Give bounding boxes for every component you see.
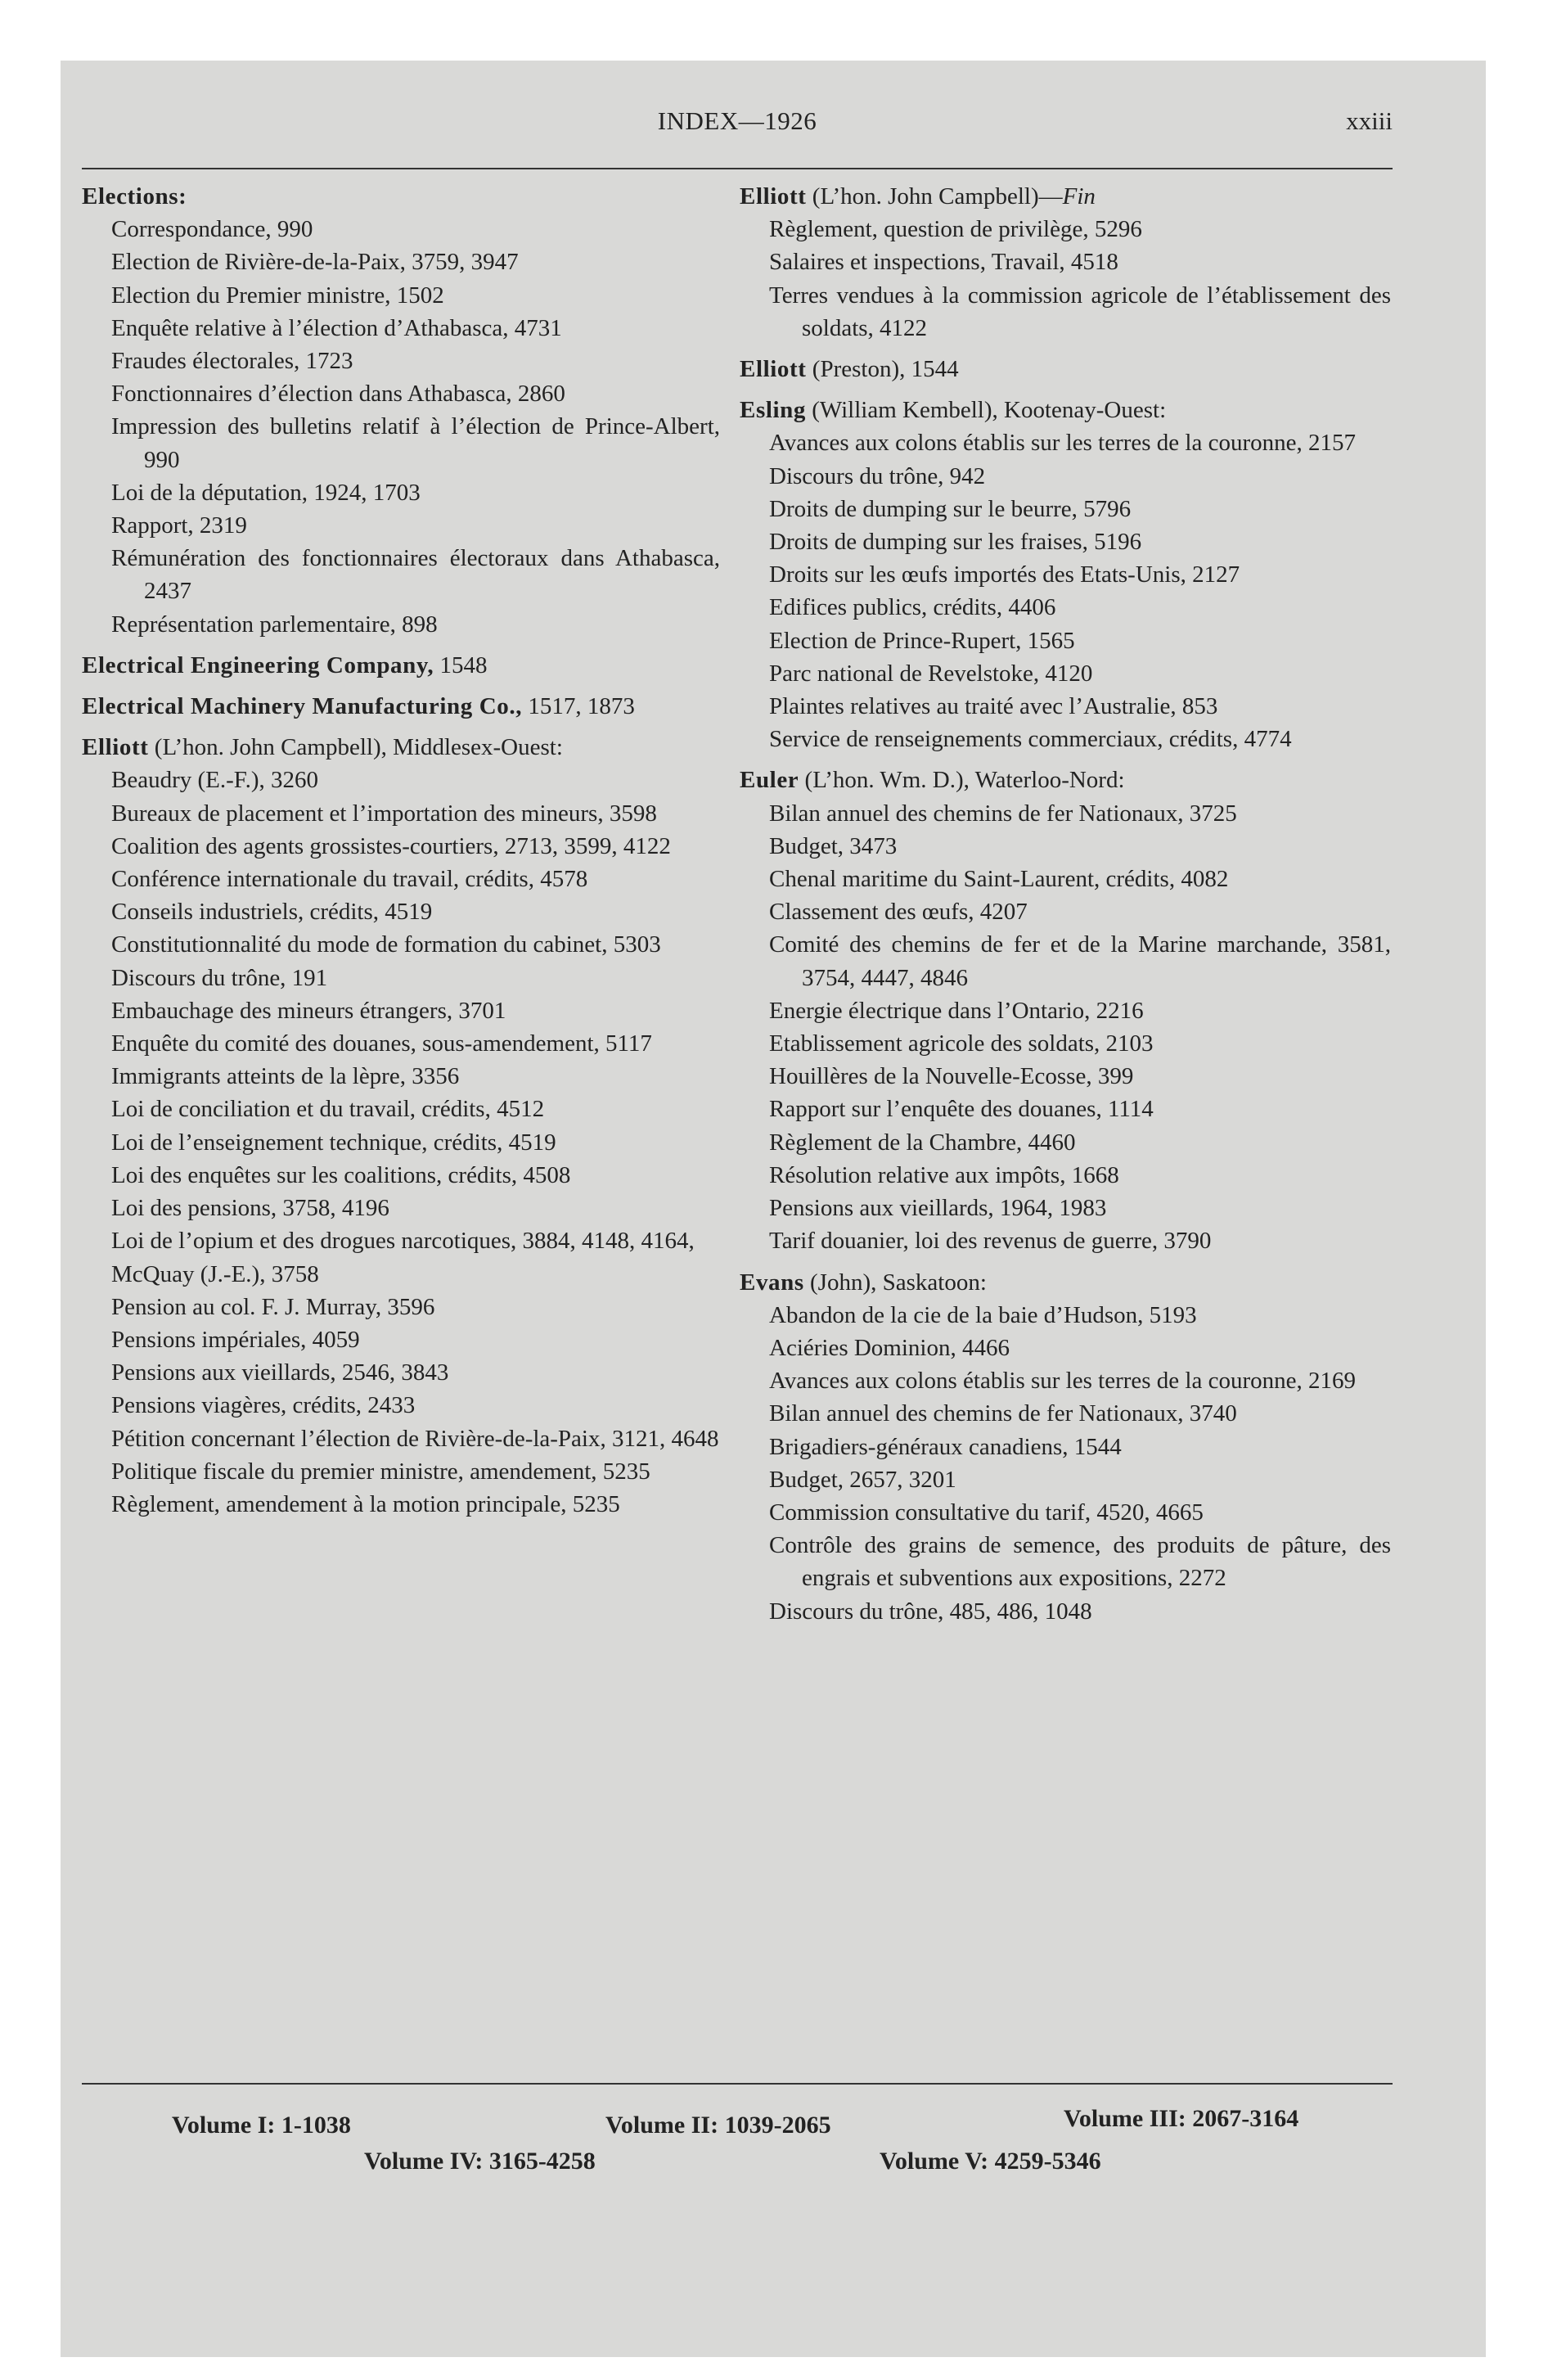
header-rule [82, 168, 1393, 169]
right-column [740, 180, 1391, 1628]
index-subentry: Fraudes électorales, 1723 [111, 348, 353, 375]
index-subentry: Avances aux colons établis sur les terres de la couronne, 2169 [769, 1368, 1356, 1395]
index-subentry: Service de renseignements commerciaux, crédits, 4774 [769, 726, 1292, 753]
heading-keyword: Elliott [740, 356, 807, 383]
index-subentry: Pétition concernant l’élection de Rivière-de-la-Paix, 3121, 4648 [111, 1425, 719, 1452]
index-subentry: Loi des enquêtes sur les coalitions, crédits, 4508 [111, 1161, 571, 1188]
index-heading [82, 649, 720, 682]
header-title: INDEX—1926 [657, 106, 817, 135]
index-subentry: Discours du trône, 191 [111, 964, 328, 991]
index-subentry: Commission consultative du tarif, 4520, 4665 [769, 1499, 1204, 1526]
index-subentry: Enquête du comité des douanes, sous-amendement, 5117 [111, 1030, 652, 1057]
index-subentry: Bilan annuel des chemins de fer Nationaux, 3725 [769, 800, 1237, 827]
index-subentry: Abandon de la cie de la baie d’Hudson, 5193 [769, 1301, 1197, 1328]
index-subentry: Brigadiers-généraux canadiens, 1544 [769, 1433, 1122, 1460]
heading-detail: (John), Saskatoon: [803, 1269, 987, 1296]
heading-detail: 1517, 1873 [522, 693, 635, 720]
index-subentry: Election de Rivière-de-la-Paix, 3759, 3947 [111, 249, 519, 276]
heading-keyword: Esling [740, 397, 806, 424]
index-subentry: Energie électrique dans l’Ontario, 2216 [769, 997, 1144, 1024]
index-subentry: Chenal maritime du Saint-Laurent, crédits, 4082 [769, 866, 1229, 893]
index-subentry: Enquête relative à l’élection d’Athabasca, 4731 [111, 314, 562, 341]
heading-detail: (L’hon. John Campbell), Middlesex-Ouest: [148, 734, 563, 761]
index-subentry: Conseils industriels, crédits, 4519 [111, 899, 433, 926]
index-subentry: Terres vendues à la commission agricole de l’établissement des soldats, 4122 [769, 282, 1391, 341]
index-subentry: Pensions viagères, crédits, 2433 [111, 1392, 416, 1419]
index-heading [82, 731, 720, 764]
index-subentry: Parc national de Revelstoke, 4120 [769, 660, 1093, 687]
index-subentry: Budget, 2657, 3201 [769, 1466, 956, 1493]
index-subentry: Rapport sur l’enquête des douanes, 1114 [769, 1096, 1154, 1123]
index-subentry: Classement des œufs, 4207 [769, 899, 1028, 926]
heading-continued: Fin [1062, 183, 1096, 210]
heading-detail: 1548 [434, 651, 488, 678]
index-subentry: Coalition des agents grossistes-courtiers, 2713, 3599, 4122 [111, 832, 671, 859]
index-subentry: Houillères de la Nouvelle-Ecosse, 399 [769, 1063, 1134, 1090]
index-subentry: McQuay (J.-E.), 3758 [111, 1260, 319, 1287]
heading-detail: (William Kembell), Kootenay-Ouest: [805, 397, 1167, 424]
index-subentry: Loi des pensions, 3758, 4196 [111, 1195, 389, 1222]
index-subentry: Etablissement agricole des soldats, 2103 [769, 1030, 1154, 1057]
volume-4-range: Volume IV: 3165-4258 [364, 2148, 596, 2175]
index-subentry: Beaudry (E.-F.), 3260 [111, 767, 318, 794]
index-subentry: Immigrants atteints de la lèpre, 3356 [111, 1063, 460, 1090]
index-subentry: Bureaux de placement et l’importation des mineurs, 3598 [111, 800, 657, 827]
index-subentry: Loi de l’enseignement technique, crédits, 4519 [111, 1129, 556, 1156]
left-column [82, 180, 720, 1521]
index-heading [82, 180, 720, 213]
index-subentry: Budget, 3473 [769, 832, 898, 859]
index-heading [740, 353, 1391, 385]
index-subentry: Contrôle des grains de semence, des produits de pâture, des engrais et subventions aux expositions, 2272 [769, 1532, 1391, 1592]
index-heading [740, 180, 1391, 213]
index-subentry: Pension au col. F. J. Murray, 3596 [111, 1293, 435, 1320]
index-subentry: Election du Premier ministre, 1502 [111, 282, 444, 309]
index-subentry: Avances aux colons établis sur les terres de la couronne, 2157 [769, 430, 1356, 457]
heading-keyword: Elliott [740, 183, 807, 210]
index-subentry: Loi de la députation, 1924, 1703 [111, 479, 421, 506]
index-subentry: Plaintes relatives au traité avec l’Australie, 853 [769, 693, 1218, 720]
index-subentry: Discours du trône, 485, 486, 1048 [769, 1598, 1092, 1625]
volume-5-range: Volume V: 4259-5346 [880, 2148, 1101, 2175]
index-subentry: Discours du trône, 942 [769, 462, 986, 489]
index-subentry: Bilan annuel des chemins de fer Nationaux, 3740 [769, 1400, 1237, 1427]
index-subentry: Aciéries Dominion, 4466 [769, 1334, 1010, 1361]
index-heading [82, 690, 720, 723]
volume-footer [82, 2105, 1393, 2202]
index-subentry: Embauchage des mineurs étrangers, 3701 [111, 997, 506, 1024]
page-number: xxiii [1346, 106, 1393, 135]
page-header [82, 106, 1393, 147]
index-subentry: Droits sur les œufs importés des Etats-Unis, 2127 [769, 561, 1240, 588]
heading-keyword: Elliott [82, 734, 149, 761]
index-subentry: Politique fiscale du premier ministre, amendement, 5235 [111, 1458, 650, 1485]
index-subentry: Comité des chemins de fer et de la Marine marchande, 3581, 3754, 4447, 4846 [769, 931, 1391, 991]
heading-keyword: Electrical Engineering Company, [82, 651, 434, 678]
index-subentry: Election de Prince-Rupert, 1565 [769, 627, 1075, 654]
index-heading [740, 764, 1391, 796]
index-subentry: Loi de l’opium et des drogues narcotiques, 3884, 4148, 4164, [111, 1228, 695, 1255]
heading-keyword: Evans [740, 1269, 804, 1296]
index-subentry: Pensions aux vieillards, 2546, 3843 [111, 1359, 449, 1386]
index-subentry: Salaires et inspections, Travail, 4518 [769, 249, 1118, 276]
volume-3-range: Volume III: 2067-3164 [1064, 2105, 1299, 2132]
index-subentry: Pensions aux vieillards, 1964, 1983 [769, 1195, 1107, 1222]
heading-keyword: Electrical Machinery Manufacturing Co., [82, 693, 523, 720]
index-heading [740, 1266, 1391, 1299]
index-subentry: Représentation parlementaire, 898 [111, 611, 438, 638]
heading-detail: (Preston), 1544 [806, 356, 959, 383]
index-subentry: Constitutionnalité du mode de formation du cabinet, 5303 [111, 931, 661, 958]
index-subentry: Droits de dumping sur le beurre, 5796 [769, 495, 1132, 522]
index-subentry: Règlement de la Chambre, 4460 [769, 1129, 1076, 1156]
index-subentry: Droits de dumping sur les fraises, 5196 [769, 529, 1142, 556]
index-subentry: Règlement, amendement à la motion principale, 5235 [111, 1490, 620, 1517]
index-subentry: Fonctionnaires d’élection dans Athabasca, 2860 [111, 381, 565, 408]
index-subentry: Pensions impériales, 4059 [111, 1326, 360, 1353]
index-subentry: Edifices publics, crédits, 4406 [769, 594, 1056, 621]
footer-rule [82, 2083, 1393, 2085]
heading-detail: (L’hon. John Campbell)— [806, 183, 1063, 210]
index-subentry: Rapport, 2319 [111, 512, 247, 539]
volume-2-range: Volume II: 1039-2065 [605, 2112, 831, 2139]
volume-1-range: Volume I: 1-1038 [172, 2112, 351, 2139]
heading-keyword: Euler [740, 767, 799, 794]
index-subentry: Impression des bulletins relatif à l’élection de Prince-Albert, 990 [111, 413, 720, 473]
index-subentry: Règlement, question de privilège, 5296 [769, 216, 1142, 243]
index-subentry: Loi de conciliation et du travail, crédits, 4512 [111, 1096, 545, 1123]
index-subentry: Rémunération des fonctionnaires électoraux dans Athabasca, 2437 [111, 545, 720, 605]
heading-detail: (L’hon. Wm. D.), Waterloo-Nord: [799, 767, 1125, 794]
index-subentry: Correspondance, 990 [111, 216, 313, 243]
index-heading [740, 394, 1391, 426]
heading-keyword: Elections: [82, 183, 187, 210]
index-subentry: Résolution relative aux impôts, 1668 [769, 1161, 1119, 1188]
index-subentry: Tarif douanier, loi des revenus de guerre, 3790 [769, 1228, 1212, 1255]
index-subentry: Conférence internationale du travail, crédits, 4578 [111, 866, 588, 893]
